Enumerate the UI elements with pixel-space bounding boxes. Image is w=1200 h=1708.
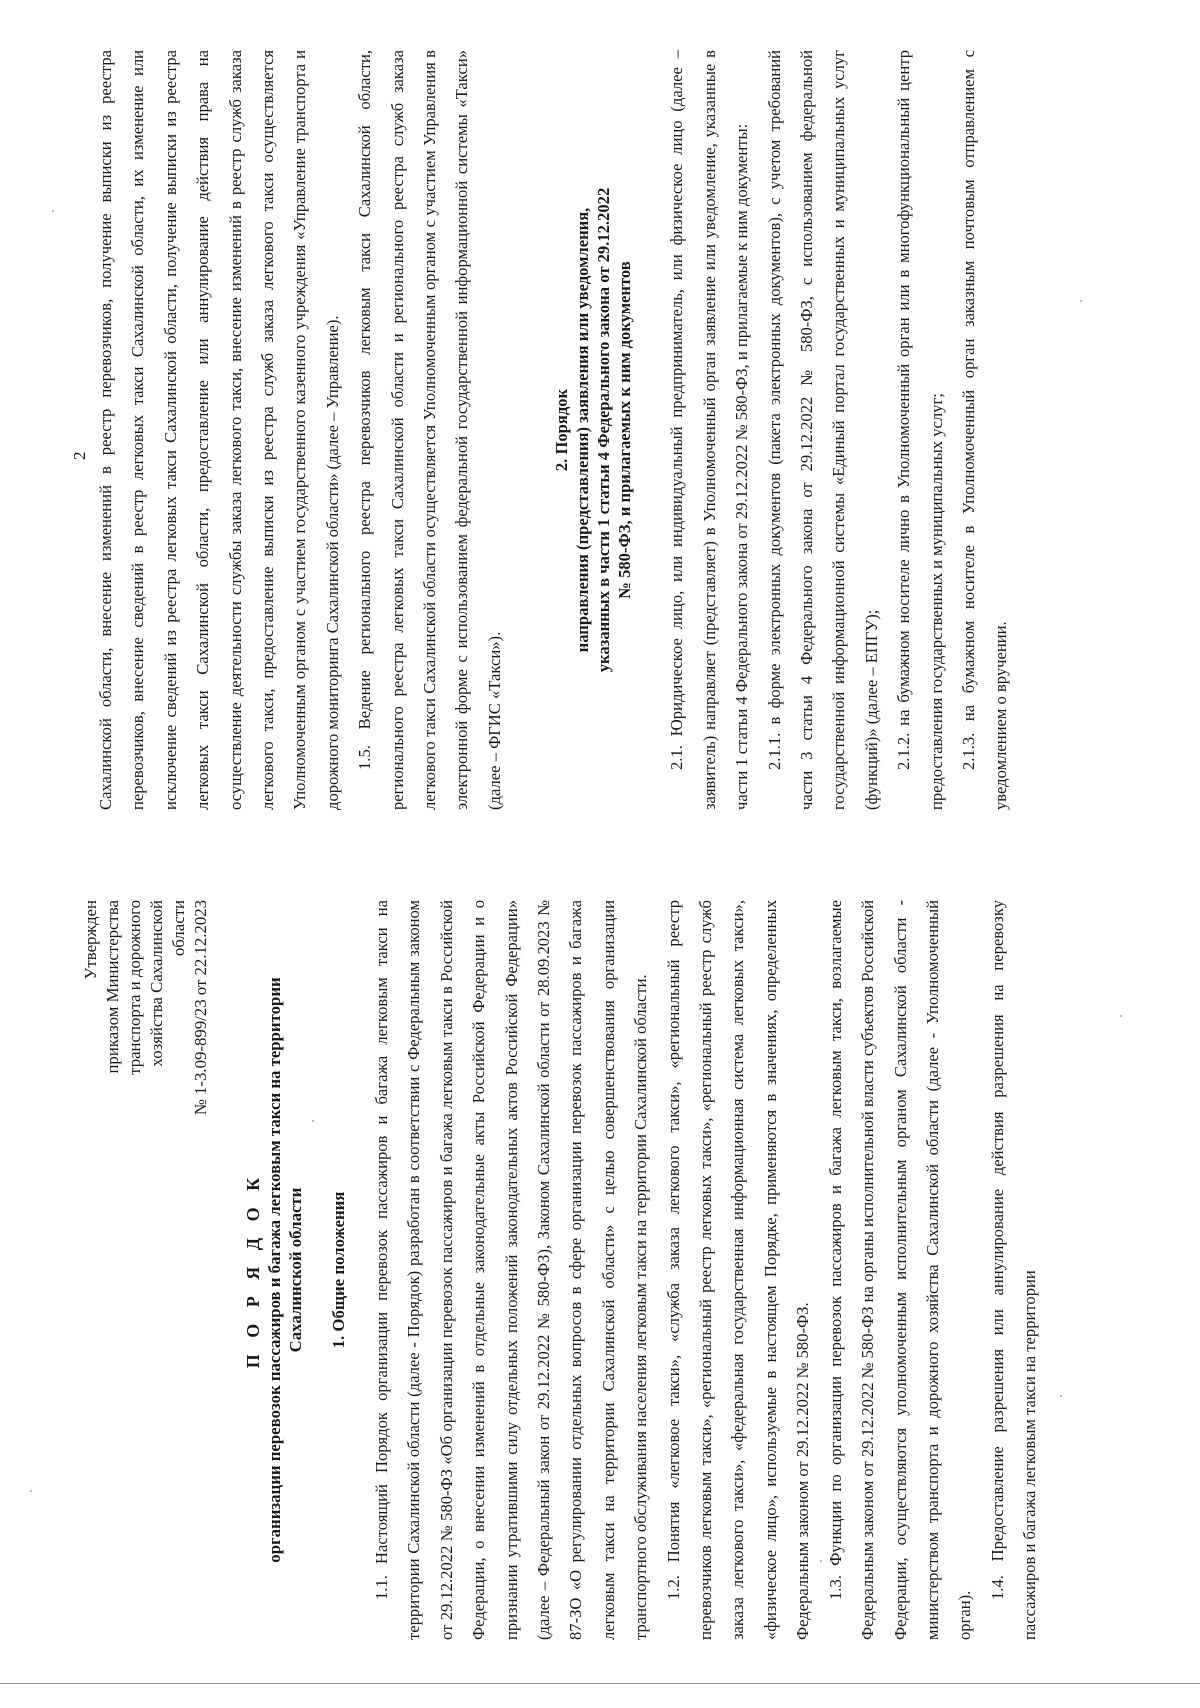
paragraph: 2.1.2. на бумажном носителе лично в Уполномоченный орган или в многофункциональный центр предоставления государственных и муниципальных услуг;: [894, 50, 946, 810]
approval-line: области: [169, 900, 188, 957]
section-2-heading-line: 2. Порядок: [552, 388, 572, 472]
section-2-heading-line: указанных в части 1 статьи 4 Федерального закона от 29.12.2022: [594, 187, 614, 673]
section-2-heading-line: № 580-ФЗ, и прилагаемых к ним документов: [615, 261, 635, 599]
page-number: 2: [70, 451, 89, 460]
right-page: [90, 50, 1018, 810]
scan-speck: [30, 1490, 32, 1492]
approval-line: хозяйства Сахалинской: [147, 900, 166, 1067]
paragraph: 2.1. Юридическое лицо, или индивидуальный предприниматель, или физическое лицо (далее – заявитель) направляет (представляет) в Уполномоченный орган заявление или уведомление, указанные в части 1 статьи 4 Федерального закона от 29.12.2022 № 580-ФЗ, и прилагаемые к ним документы:: [667, 50, 752, 810]
paragraph: Сахалинской области, внесение изменений в реестр перевозчиков, получение выписки из реестра перевозчиков, внесение сведений в реестр легковых такси Сахалинской области, их изменение или исключение сведений из реестра легковых такси Сахалинской области, получение выписки из реестра легковых такси Сахалинской области, предоставление или аннулирование действия права на осуществление деятельности службы заказа легкового такси, внесение изменений в реестр служб заказа легкового такси, предоставление выписки из реестра служб заказа легкового такси осуществляется Уполномоченным органом с участием государственного казенного учреждения «Управление транспорта и дорожного мониторинга Сахалинской области» (далее – Управление).: [96, 50, 342, 810]
paragraph: 1.4. Предоставление разрешения или аннулирование действия разрешения на перевозку пассажиров и багажа легковым такси на территории: [987, 900, 1040, 1640]
paragraph: 2.1.3. на бумажном носителе в Уполномоченный орган заказным почтовым отправлением с уведомлением о вручении.: [958, 50, 1011, 810]
approval-line: приказом Министерства: [103, 900, 122, 1074]
paragraph: 2.1.1. в форме электронных документов (пакета электронных документов), с учетом требований части 3 статьи 4 Федерального закона от 29.12.2022 № 580-ФЗ, с использованием федеральной государственной информационной системы «Единый портал государственных и муниципальных услуг (функций)» (далее – ЕПГУ);: [764, 50, 881, 810]
paragraph: 1.5. Ведение регионального реестра перевозчиков легковым такси Сахалинской области, регионального реестра легковых такси Сахалинской области и регионального реестра служб заказа легкового такси Сахалинской области осуществляется Уполномоченным органом с участием Управления в электронной форме с использованием федеральной государственной информационной системы «Такси» (далее – ФГИС «Такси»).: [355, 50, 504, 810]
section-2-heading: [551, 80, 635, 780]
approval-stamp: [80, 900, 212, 1640]
paragraph: 1.3. Функции по организации перевозок пассажиров и багажа легковым такси, возлагаемые Федеральным законом от 29.12.2022 № 580-ФЗ на органы исполнительной власти субъектов Российской Федерации, осуществляются уполномоченным исполнительным органом Сахалинской области - министерством транспорта и дорожного хозяйства Сахалинской области (далее - Уполномоченный орган).: [825, 900, 975, 1640]
section-1-heading: 1. Общие положения: [329, 1191, 348, 1349]
section-2-heading-line: направления (представления) заявления или уведомления,: [573, 207, 593, 653]
scan-speck: [52, 210, 54, 212]
approval-line: № 1-3.09-899/23 от 22.12.2023: [191, 900, 210, 1116]
document-subtitle: организации перевозок пассажиров и багажа легковым такси на территории Сахалинской области: [265, 977, 305, 1563]
approval-line: транспорта и дорожного: [125, 900, 144, 1075]
paragraph: 1.1. Настоящий Порядок организации перевозок пассажиров и багажа легковым такси на территории Сахалинской области (далее - Порядок) разработан в соответствии с Федеральным законом от 29.12.2022 № 580-ФЗ «Об организации перевозок пассажиров и багажа легковым такси в Российской Федерации, о внесении изменений в отдельные законодательные акты Российской Федерации и о признании утратившими силу отдельных положений законодательных актов Российской Федерации» (далее – Федеральный закон от 29.12.2022 № 580-ФЗ), Законом Сахалинской области от 28.09.2023 № 87-ЗО «О регулировании отдельных вопросов в сфере организации перевозок пассажиров и багажа легковым такси на территории Сахалинской области» с целью совершенствования организации транспортного обслуживания населения легковым такси на территории Сахалинской области.: [372, 900, 651, 1640]
approval-line: Утвержден: [81, 900, 100, 980]
document-title: П О Р Я Д О К: [243, 1171, 263, 1369]
left-page: [80, 900, 1047, 1640]
paragraph: 1.2. Понятия «легковое такси», «служба заказа легкового такси», «региональный реестр перевозчиков легковым такси», «региональный реестр легковых такси», «региональный реестр служб заказа легкового такси», «федеральная государственная информационная система легковых такси», «физическое лицо», используемые в настоящем Порядке, применяются в значениях, определенных Федеральным законом от 29.12.2022 № 580-ФЗ.: [663, 900, 813, 1640]
scan-speck: [1120, 1015, 1122, 1017]
document-spread: [60, 40, 1120, 1640]
scan-edge-line: [0, 1683, 1200, 1684]
